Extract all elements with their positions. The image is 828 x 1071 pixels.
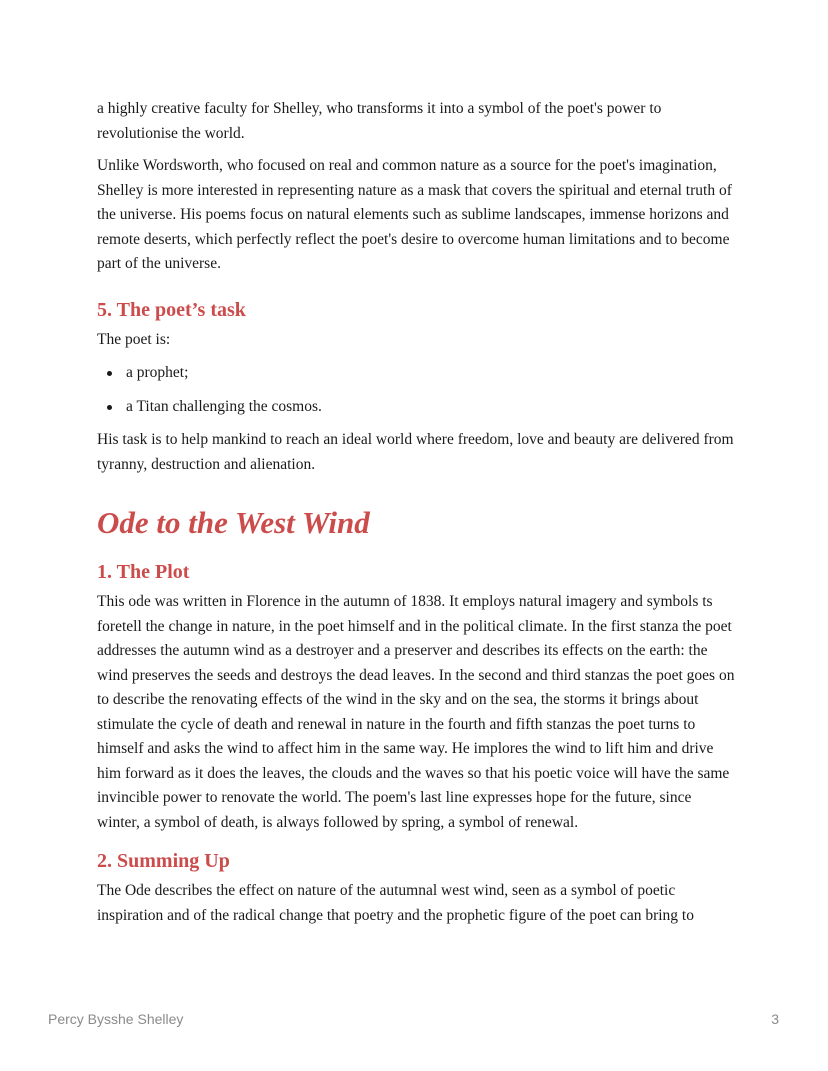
list-item-text: a Titan challenging the cosmos. xyxy=(126,397,322,415)
poets-task-paragraph: His task is to help mankind to reach an ideal world where freedom, love and beauty are delivered from tyranny, destruction and alienation. xyxy=(97,431,734,473)
plot-paragraph: This ode was written in Florence in the autumn of 1838. It employs natural imagery and symbols ts foretell the change in nature, in the poet himself and in the political climate. In the first stanza the poet addresses the autumn wind as a destroyer and a preserver and describes its effects on the earth: the wind preserves the seeds and destroys the dead leaves. In the second and third stanzas the poet goes on to describe the renovating effects of the wind in the sky and on the sea, the storms it brings about stimulate the cycle of death and renewal in nature in the fourth and fifth stanzas the poet turns to himself and asks the wind to affect him in the same way. He implores the wind to lift him and drive him forward as it does the leaves, the clouds and the waves so that his poetic voice will have the same invincible power to renovate the world. The poem's last line expresses hope for the future, since winter, a symbol of death, is always followed by spring, a symbol of renewal. xyxy=(97,593,735,831)
summing-up-paragraph: The Ode describes the effect on nature of the autumnal west wind, seen as a symbol of poetic inspiration and of the radical change that poetry and the prophetic figure of the poet can bring to xyxy=(97,882,694,924)
list-item xyxy=(97,361,737,386)
bullet-icon xyxy=(107,371,112,376)
ode-title: Ode to the West Wind xyxy=(97,505,370,540)
footer-page-number: 3 xyxy=(771,1011,779,1027)
footer-document-title: Percy Bysshe Shelley xyxy=(48,1011,184,1027)
list-item xyxy=(97,395,737,420)
bullet-icon xyxy=(107,405,112,410)
page-content xyxy=(97,97,737,928)
section-heading-poets-task: 5. The poet’s task xyxy=(97,298,246,321)
poets-task-list xyxy=(97,361,737,419)
intro-paragraph: a highly creative faculty for Shelley, who transforms it into a symbol of the poet's power to revolutionise the world. xyxy=(97,100,662,142)
section-heading-plot: 1. The Plot xyxy=(97,561,190,583)
section-heading-summing-up: 2. Summing Up xyxy=(97,850,230,872)
poets-task-lead: The poet is: xyxy=(97,330,171,348)
nature-paragraph: Unlike Wordsworth, who focused on real and common nature as a source for the poet's imagination, Shelley is more interested in representing nature as a mask that covers the spiritual and eternal truth of the universe. His poems focus on natural elements such as sublime landscapes, immense horizons and remote deserts, which perfectly reflect the poet's desire to overcome human limitations and to become part of the universe. xyxy=(97,157,732,272)
list-item-text: a prophet; xyxy=(126,364,189,381)
